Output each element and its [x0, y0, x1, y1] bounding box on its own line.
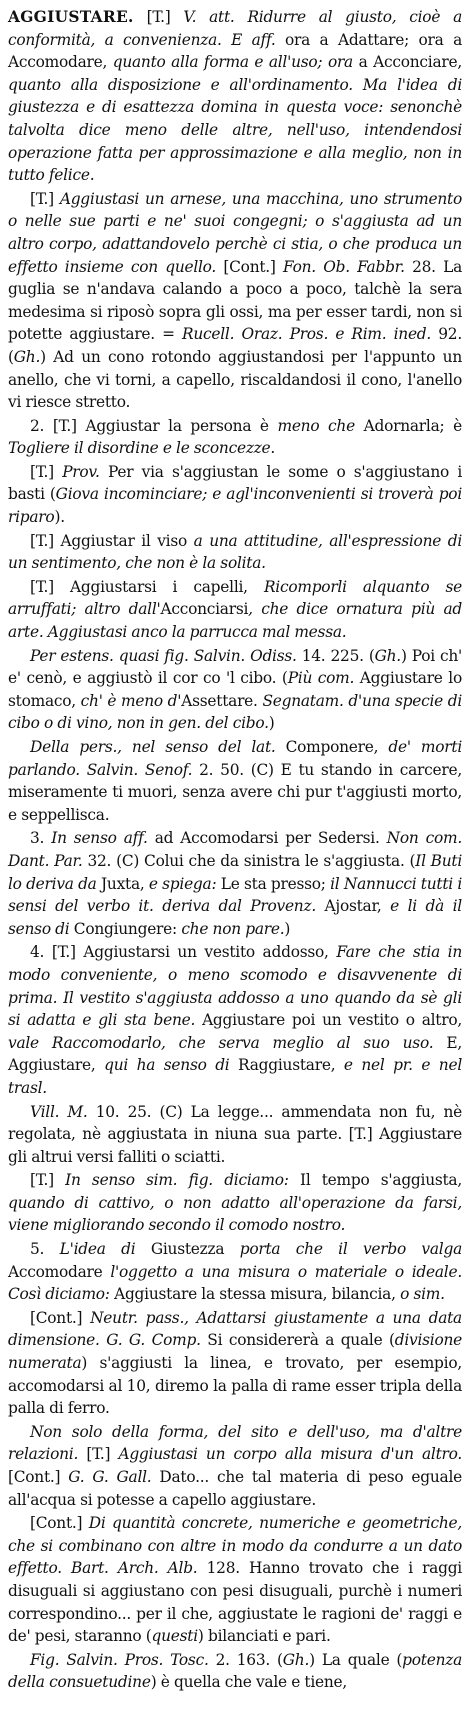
text-segment: ora a Adattare; ora a Accomodare,	[8, 30, 462, 72]
text-segment: l'oggetto a una misura o materiale o ideale. Così diciamo:	[8, 1262, 462, 1304]
text-segment: Giova incominciare; e agl'inconvenienti si troverà poi riparo	[8, 485, 462, 527]
entry-paragraph	[8, 1649, 462, 1694]
text-segment: Non com. Dant. Par.	[8, 829, 463, 870]
text-segment: vale Raccomodarlo, che serva meglio al suo uso.	[8, 1033, 434, 1052]
text-segment: [T.] Aggiustarsi i capelli,	[30, 577, 264, 596]
text-segment: )	[268, 714, 275, 733]
text-segment: che non pare.	[181, 919, 285, 938]
text-segment: Dato... che tal materia di peso eguale all'acqua si potesse a capello aggiustare.	[8, 1468, 462, 1509]
text-segment: ) La quale (	[309, 1650, 403, 1669]
text-segment: Fon. Ob. Fabbr.	[283, 257, 405, 276]
text-segment: divisione numerata	[8, 1331, 462, 1373]
text-segment: ad	[147, 829, 181, 848]
text-segment: [Cont.]	[30, 1514, 89, 1533]
text-segment: 2. 50. (C) E tu stando in carcere, miseramente ti muori, senza avere chi pur t'aggiusti morto, e seppellisca.	[8, 760, 462, 824]
text-segment: 14. 225. (	[296, 646, 375, 665]
text-segment: 28. La guglia se n'andava calando a poco a poco, talchè la sera medesima si riposò sopra gli ossi, ma per esser tardi, non si potette aggiustare. =	[8, 257, 463, 344]
text-segment: quanto alla disposizione e all'ordinamento. Ma l'idea di giustezza e di esattezza domina in questa voce: senonchè talvolta dice meno delle altre, nell'uso, intendendosi operazione fatta per approssimazione e alla meglio, non in tutto felice.	[8, 75, 462, 185]
text-segment: V. att. Ridurre al giusto, cioè a conformità, a convenienza. E aff.	[8, 8, 462, 49]
text-segment: Per estens. quasi fig. Salvin. Odiss.	[30, 646, 297, 665]
text-segment: Fig. Salvin. Pros. Tosc.	[30, 1650, 209, 1669]
text-segment: Aggiustare la stessa misura, bilancia,	[109, 1285, 401, 1304]
text-segment: , che dice ornatura più ad arte. Aggiustasi anco la parrucca mal messa.	[8, 600, 462, 642]
text-segment: questi	[151, 1627, 198, 1646]
dictionary-entry-aggiustare	[8, 6, 462, 1694]
text-segment: Le sta presso;	[216, 874, 331, 893]
text-segment: 128. Hanno trovato che i raggi disuguali si aggiustano con pesi disuguali, purchè i numeri correspondino... per il che, aggiustate le ragioni de' raggi e de' pesi, staranno (	[8, 1559, 462, 1646]
entry-paragraph	[8, 1307, 462, 1420]
text-segment: G. G. Gall.	[68, 1468, 152, 1486]
entry-paragraph	[8, 827, 462, 940]
text-segment: Acconciarsi	[160, 600, 249, 619]
text-segment: Accomodare	[8, 1262, 111, 1281]
text-segment: 5.	[30, 1240, 60, 1259]
text-segment: Ajostar,	[315, 897, 391, 916]
text-segment: [T.] Aggiustar il viso	[30, 531, 194, 550]
text-segment: o sim.	[400, 1285, 445, 1304]
text-segment: In senso sim. fig. diciamo:	[65, 1171, 289, 1190]
text-segment: Di quantità concrete, numeriche e geometriche, che si combinano con altre in modo da condurre a un dato effetto. Bart. Arch. Alb.	[8, 1514, 462, 1578]
text-segment: Fare che stia in modo conveniente, o meno scomodo e disavvenente di prima. Il vestito s'aggiusta addosso a uno quando da sè gli si adatta e gli sta bene.	[8, 943, 462, 1030]
text-segment: quando di cattivo, o non adatto all'operazione da farsi, viene migliorando secondo il comodo nostro.	[8, 1193, 462, 1235]
text-segment: [T.]	[30, 189, 60, 208]
entry-paragraph	[8, 736, 462, 826]
text-segment: ) s'aggiusti la linea, e trovato, per esempio, accomodarsi al 10, diremo la palla di rame esser tripla della palla di ferro.	[8, 1354, 462, 1418]
text-segment: Per via s'aggiustan le some o s'aggiustano i basti (	[8, 462, 462, 504]
text-segment: Adornarla; è	[354, 416, 462, 435]
text-segment: [T.]	[30, 462, 63, 481]
entry-paragraph	[8, 1101, 462, 1169]
text-segment: 92. (	[8, 325, 462, 366]
text-segment: 4. [T.] Aggiustarsi un vestito addosso,	[30, 943, 337, 962]
text-segment: il Nannucci tutti i sensi del verbo it. deriva dal Provenz.	[8, 874, 462, 916]
text-segment: Aggiustasi un corpo alla misura d'un altro.	[118, 1445, 463, 1464]
text-segment: Ricomporli alquanto se arruffati; altro dall'	[8, 577, 463, 619]
text-segment: [T.]	[30, 1171, 66, 1190]
text-segment: 3.	[30, 829, 52, 848]
text-segment: Assettare.	[181, 691, 263, 710]
text-segment: [T.]	[78, 1445, 119, 1464]
text-segment: Il tempo s'aggiusta,	[288, 1171, 463, 1190]
text-segment: Juxta,	[96, 874, 149, 893]
text-segment: ) è quella che vale e tiene,	[150, 1673, 348, 1692]
text-segment: Rucell. Oraz. Pros. e Rim. ined.	[182, 325, 432, 344]
text-segment: potenza della consuetudine	[8, 1650, 463, 1692]
headword: AGGIUSTARE.	[8, 8, 134, 26]
text-segment: Sedersi.	[310, 829, 387, 848]
entry-paragraph	[8, 461, 462, 529]
text-segment: [Cont.]	[216, 257, 284, 276]
text-segment: Congiungere:	[69, 919, 182, 938]
text-segment: [T.]	[133, 8, 184, 26]
entry-paragraph	[8, 576, 462, 644]
text-segment: In senso aff.	[51, 829, 148, 848]
text-segment: de' morti parlando. Salvin. Senof.	[8, 738, 462, 779]
entry-definition	[8, 6, 462, 187]
entry-paragraph	[8, 1421, 462, 1511]
text-segment: Vill. M.	[30, 1102, 88, 1121]
entry-paragraph	[8, 415, 462, 460]
text-segment: )	[284, 919, 291, 938]
text-segment: 2. [T.] Aggiustar la persona è	[30, 416, 278, 435]
text-segment: 32. (C) Colui che da sinistra le s'aggiusta. (	[82, 851, 416, 870]
text-segment: Giustezza	[135, 1240, 240, 1259]
text-segment: Aggiustare lo stomaco,	[8, 669, 462, 710]
text-segment: a Acconciare,	[353, 53, 462, 72]
text-segment: Gh.	[282, 1650, 310, 1669]
text-segment: Il Buti lo deriva da	[8, 851, 462, 893]
text-segment: quanto alla forma e all'uso; ora	[112, 53, 353, 72]
text-segment: Aggiustasi un arnese, una macchina, uno strumento o nelle sue parti e ne' suoi congegni; o s'aggiusta ad un altro corpo, adattandovelo perchè ci stia, o che produca un effetto insieme con quello.	[8, 189, 462, 276]
text-segment: Non solo della forma, del sito e dell'uso, ma d'altre relazioni.	[8, 1422, 462, 1464]
text-segment: E, Aggiustare,	[8, 1033, 462, 1075]
text-segment: porta che il verbo valga	[239, 1240, 462, 1259]
text-segment: Prov.	[62, 462, 100, 481]
text-segment: Togliere il disordine e le sconcezze.	[8, 439, 276, 458]
text-segment: ch' è meno d'	[80, 691, 182, 710]
text-segment: Segnatam. d'una specie di cibo o di vino, non in gen. del cibo.	[8, 691, 462, 733]
text-segment: ).	[54, 508, 65, 527]
entry-paragraph	[8, 645, 462, 735]
entry-paragraph	[8, 1238, 462, 1306]
text-segment: Gh.	[13, 347, 41, 366]
text-segment: Componere,	[275, 738, 389, 756]
text-segment: Della pers., nel senso del lat.	[30, 738, 276, 756]
text-segment: meno che	[277, 416, 355, 435]
text-segment: a una attitudine, all'espressione di un sentimento, che non è la solita.	[8, 531, 463, 573]
text-segment: e li dà il senso di	[8, 897, 462, 938]
text-segment: ) Poi ch' e' cenò, e aggiustò il cor co 'l cibo. (	[8, 646, 462, 688]
text-segment: Accomodarsi per	[180, 829, 311, 848]
text-segment: ) Ad un cono rotondo aggiustandosi per l'appunto un anello, che vi torni, a capello, riscaldandosi il cono, l'anello vi riesce stretto.	[8, 347, 462, 412]
text-segment: e nel pr. e nel trasl.	[8, 1056, 462, 1097]
entry-paragraph	[8, 188, 462, 414]
entry-paragraph	[8, 941, 462, 1099]
text-segment: 2. 163. (	[208, 1650, 283, 1669]
entry-paragraph	[8, 530, 462, 575]
text-segment: Più com.	[287, 669, 355, 688]
text-segment: qui ha senso di	[104, 1056, 230, 1075]
entry-paragraph	[8, 1169, 462, 1237]
text-segment: [Cont.]	[8, 1468, 69, 1486]
text-segment: e spiega:	[148, 874, 217, 893]
entry-paragraph	[8, 1512, 462, 1648]
text-segment: Neutr. pass., Adattarsi giustamente a una data dimensione. G. G. Comp.	[8, 1308, 462, 1350]
text-segment: 10. 25. (C) La legge... ammendata non fu, nè regolata, nè aggiustata in niuna sua parte. [T.] Aggiustare gli altrui versi falliti o sciatti.	[8, 1102, 462, 1166]
text-segment: Aggiustare poi un vestito o altro,	[195, 1011, 463, 1030]
text-segment: Raggiustare,	[229, 1056, 344, 1075]
text-segment: Gh.	[374, 646, 401, 665]
text-segment: ) bilanciati e pari.	[197, 1627, 331, 1646]
text-segment: Si considererà a quale (	[200, 1331, 395, 1350]
text-segment: L'idea di	[59, 1240, 136, 1259]
text-segment: [Cont.]	[30, 1308, 91, 1327]
